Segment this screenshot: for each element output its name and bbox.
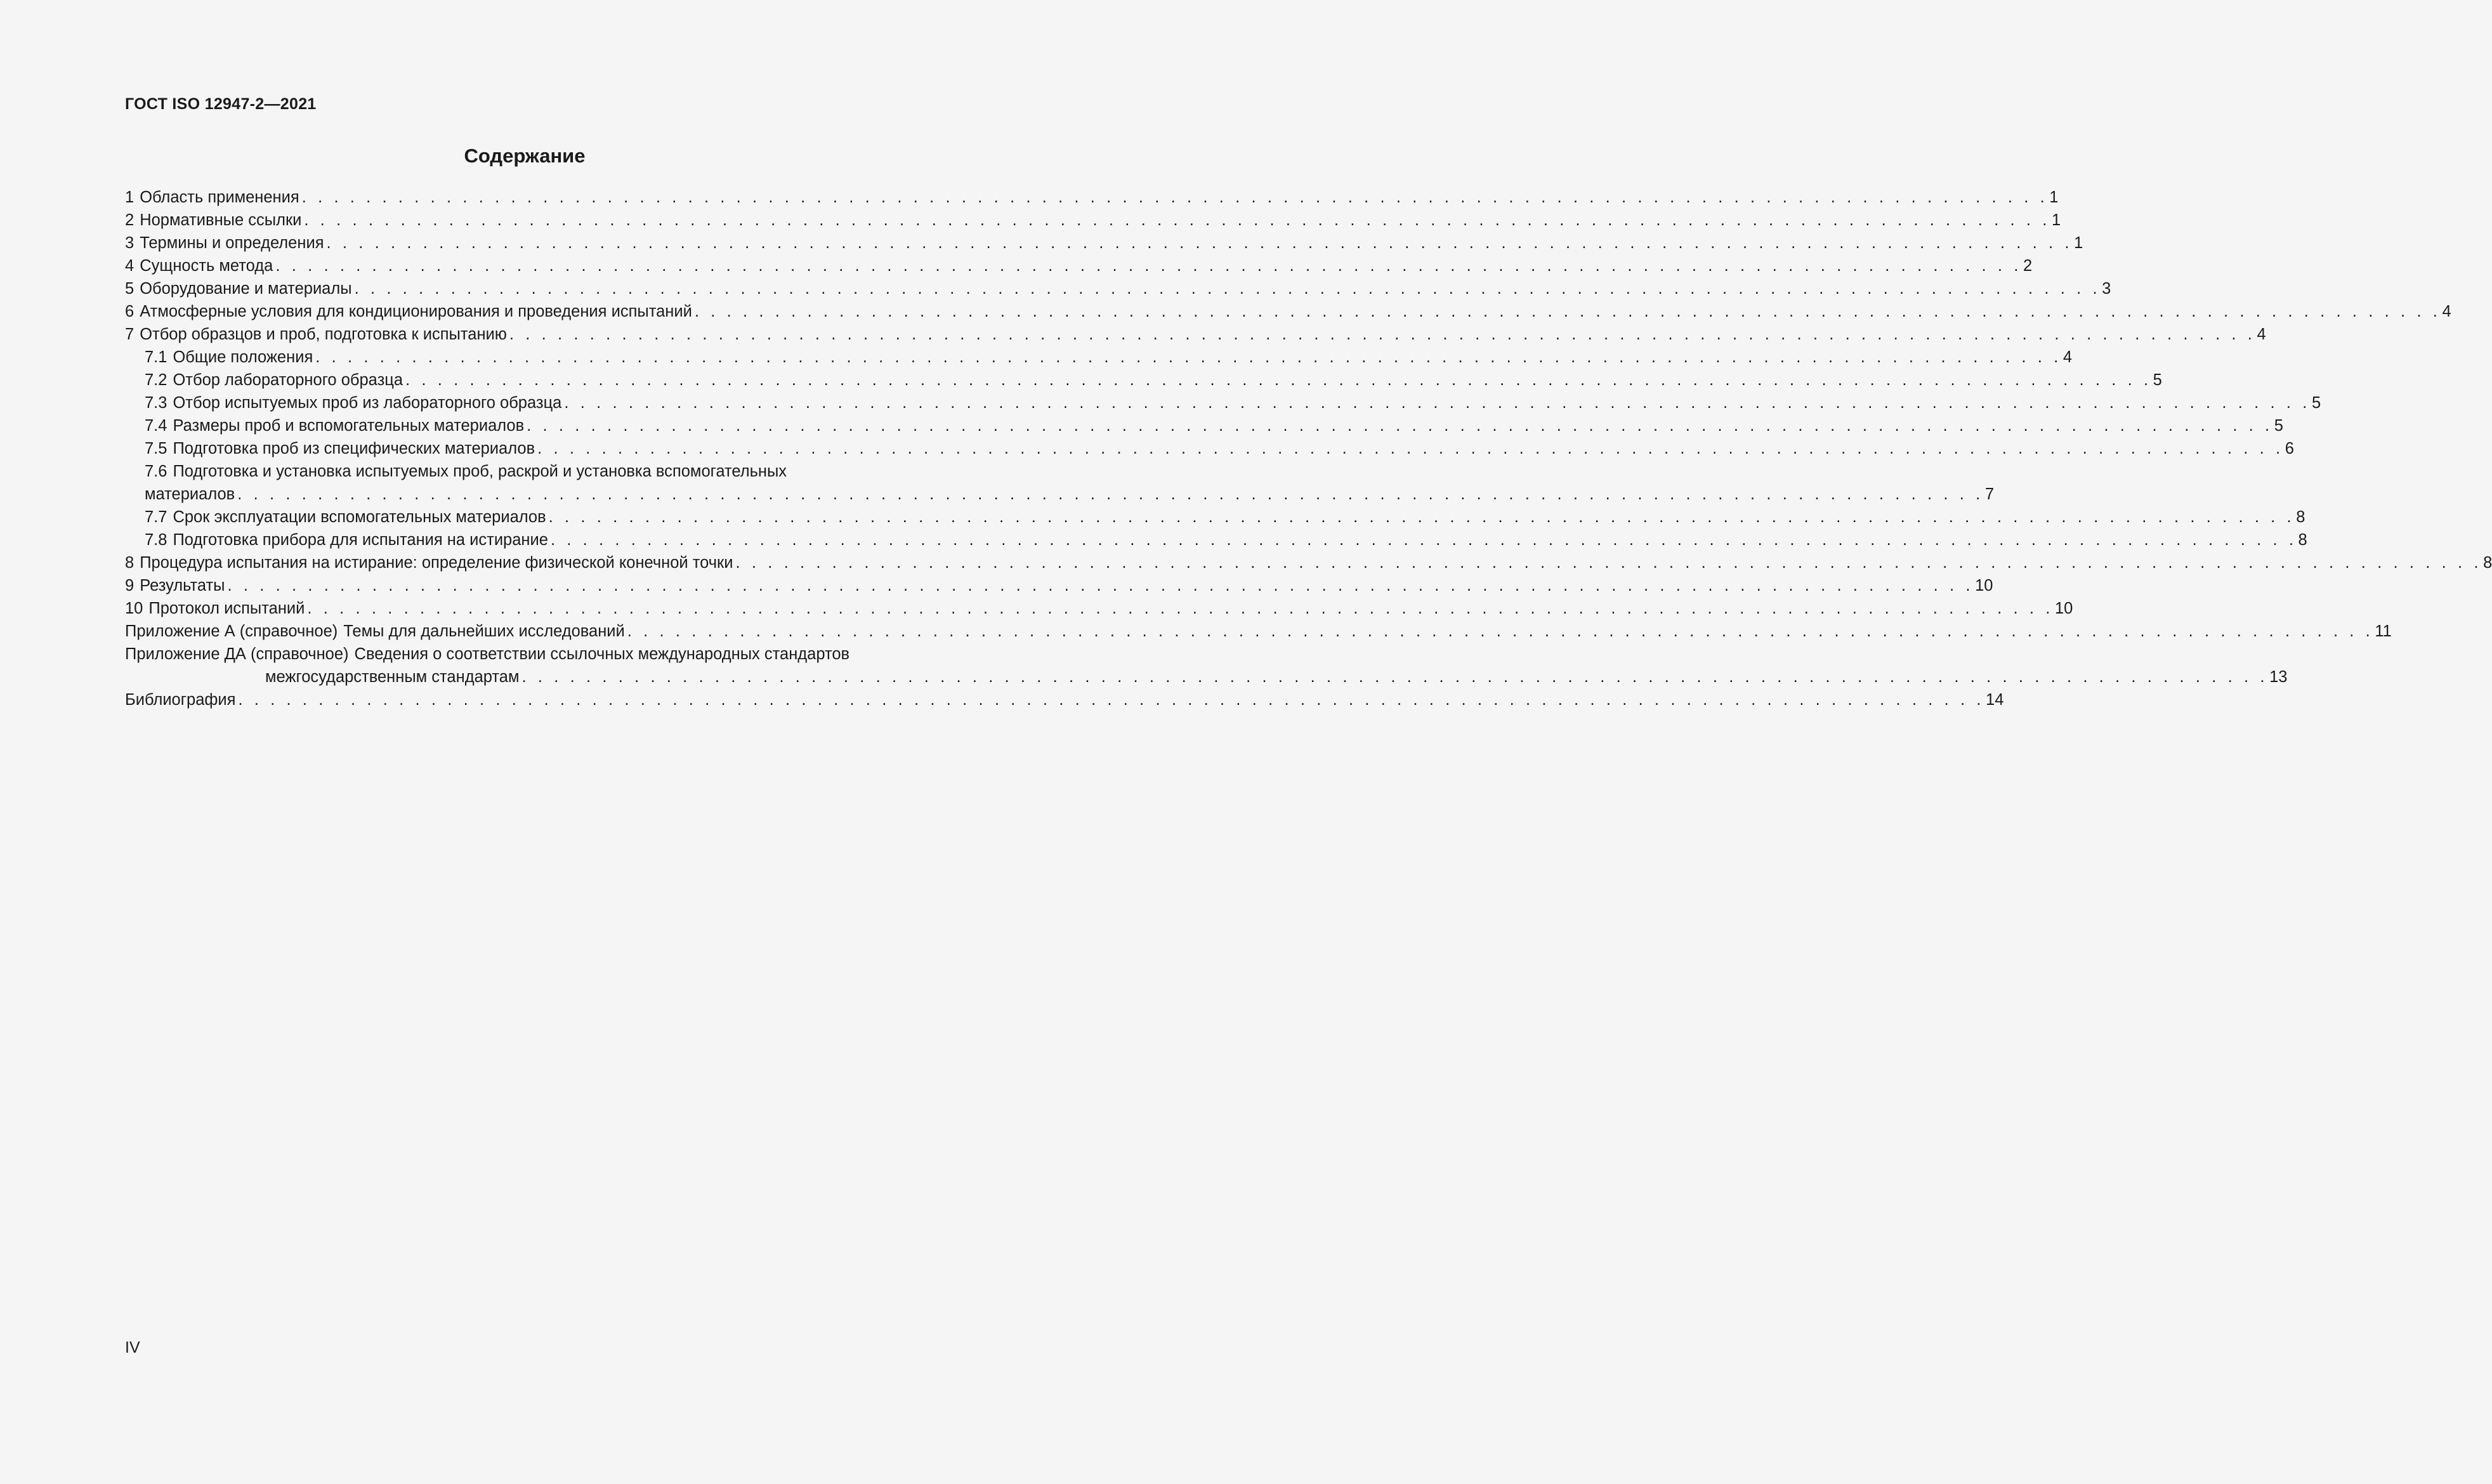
dot-leader: . . . . . . . . . . . . . . . . . . . . . . . . . . . . . . . . . . . . . . . . . . . . . . . . . . . . . . . . . . . . . . . . . . . . . . . . . . . . . . . . . . . . . . . . . . . . . . . . . . . . . . . . . . . . .: [304, 211, 2050, 229]
dot-leader: . . . . . . . . . . . . . . . . . . . . . . . . . . . . . . . . . . . . . . . . . . . . . . . . . . . . . . . . . . . . . . . . . . . . . . . . . . . . . . . . . . . . . . . . . . . . . . . . . . . . . . . . . . . . .: [354, 280, 2101, 298]
toc-entry-1[interactable]: 1 Область применения . . . . . . . . . . . . . . . . . . . . . . . . . . . . . . . . . . . . . . . . . . . . . . . . . . . . . . . . . . . . . . . . . . . . . . . . . . . . . . . . . . . . . . . . . . . . . . . . . . . . . . . . . . . . . 1: [125, 186, 974, 209]
dot-leader: . . . . . . . . . . . . . . . . . . . . . . . . . . . . . . . . . . . . . . . . . . . . . . . . . . . . . . . . . . . . . . . . . . . . . . . . . . . . . . . . . . . . . . . . . . . . . . . . . . . . . . . . . . . . .: [537, 440, 2284, 457]
toc-entry-7-2[interactable]: 7.2 Отбор лабораторного образца . . . . . . . . . . . . . . . . . . . . . . . . . . . . . . . . . . . . . . . . . . . . . . . . . . . . . . . . . . . . . . . . . . . . . . . . . . . . . . . . . . . . . . . . . . . . . . . . . . . . . . . . . . . . . 5: [125, 369, 974, 391]
toc-entry-4[interactable]: 4 Сущность метода . . . . . . . . . . . . . . . . . . . . . . . . . . . . . . . . . . . . . . . . . . . . . . . . . . . . . . . . . . . . . . . . . . . . . . . . . . . . . . . . . . . . . . . . . . . . . . . . . . . . . . . . . . . . . 2: [125, 254, 974, 277]
dot-leader: . . . . . . . . . . . . . . . . . . . . . . . . . . . . . . . . . . . . . . . . . . . . . . . . . . . . . . . . . . . . . . . . . . . . . . . . . . . . . . . . . . . . . . . . . . . . . . . . . . . . . . . . . . . . .: [548, 508, 2295, 526]
toc-entry-7-6[interactable]: 7.6 Подготовка и установка испытуемых проб, раскрой и установка вспомогательных: [145, 463, 787, 480]
table-of-contents: [125, 186, 2492, 711]
toc-entry-2[interactable]: 2 Нормативные ссылки . . . . . . . . . . . . . . . . . . . . . . . . . . . . . . . . . . . . . . . . . . . . . . . . . . . . . . . . . . . . . . . . . . . . . . . . . . . . . . . . . . . . . . . . . . . . . . . . . . . . . . . . . . . . . 1: [125, 209, 974, 232]
dot-leader: . . . . . . . . . . . . . . . . . . . . . . . . . . . . . . . . . . . . . . . . . . . . . . . . . . . . . . . . . . . . . . . . . . . . . . . . . . . . . . . . . . . . . . . . . . . . . . . . . . . . . . . . . . . . .: [550, 531, 2297, 549]
dot-leader: . . . . . . . . . . . . . . . . . . . . . . . . . . . . . . . . . . . . . . . . . . . . . . . . . . . . . . . . . . . . . . . . . . . . . . . . . . . . . . . . . . . . . . . . . . . . . . . . . . . . . . . . . . . . .: [326, 234, 2073, 252]
toc-entry-7-5[interactable]: 7.5 Подготовка проб из специфических материалов . . . . . . . . . . . . . . . . . . . . . . . . . . . . . . . . . . . . . . . . . . . . . . . . . . . . . . . . . . . . . . . . . . . . . . . . . . . . . . . . . . . . . . . . . . . . . . . . . . . . . . . . . . . . . 6: [125, 437, 974, 460]
dot-leader: . . . . . . . . . . . . . . . . . . . . . . . . . . . . . . . . . . . . . . . . . . . . . . . . . . . . . . . . . . . . . . . . . . . . . . . . . . . . . . . . . . . . . . . . . . . . . . . . . . . . . . . . . . . . .: [227, 577, 1974, 594]
dot-leader: . . . . . . . . . . . . . . . . . . . . . . . . . . . . . . . . . . . . . . . . . . . . . . . . . . . . . . . . . . . . . . . . . . . . . . . . . . . . . . . . . . . . . . . . . . . . . . . . . . . . . . . . . . . . .: [301, 188, 2049, 206]
toc-entry-10[interactable]: 10 Протокол испытаний . . . . . . . . . . . . . . . . . . . . . . . . . . . . . . . . . . . . . . . . . . . . . . . . . . . . . . . . . . . . . . . . . . . . . . . . . . . . . . . . . . . . . . . . . . . . . . . . . . . . . . . . . . . . . 10: [125, 597, 974, 620]
dot-leader: . . . . . . . . . . . . . . . . . . . . . . . . . . . . . . . . . . . . . . . . . . . . . . . . . . . . . . . . . . . . . . . . . . . . . . . . . . . . . . . . . . . . . . . . . . . . . . . . . . . . . . . . . . . . .: [627, 622, 2374, 640]
dot-leader: . . . . . . . . . . . . . . . . . . . . . . . . . . . . . . . . . . . . . . . . . . . . . . . . . . . . . . . . . . . . . . . . . . . . . . . . . . . . . . . . . . . . . . . . . . . . . . . . . . . . . . . . . . . . .: [237, 485, 1984, 503]
toc-entry-7-1[interactable]: 7.1 Общие положения . . . . . . . . . . . . . . . . . . . . . . . . . . . . . . . . . . . . . . . . . . . . . . . . . . . . . . . . . . . . . . . . . . . . . . . . . . . . . . . . . . . . . . . . . . . . . . . . . . . . . . . . . . . . . 4: [125, 346, 974, 369]
toc-entry-7-4[interactable]: 7.4 Размеры проб и вспомогательных материалов . . . . . . . . . . . . . . . . . . . . . . . . . . . . . . . . . . . . . . . . . . . . . . . . . . . . . . . . . . . . . . . . . . . . . . . . . . . . . . . . . . . . . . . . . . . . . . . . . . . . . . . . . . . . . 5: [125, 414, 974, 437]
dot-leader: . . . . . . . . . . . . . . . . . . . . . . . . . . . . . . . . . . . . . . . . . . . . . . . . . . . . . . . . . . . . . . . . . . . . . . . . . . . . . . . . . . . . . . . . . . . . . . . . . . . . . . . . . . . . .: [307, 600, 2054, 617]
toc-entry-appendix-da[interactable]: Приложение ДА (справочное) Сведения о соответствии ссылочных международных стандартов: [125, 645, 850, 663]
toc-entry-7-6-cont[interactable]: материалов . . . . . . . . . . . . . . . . . . . . . . . . . . . . . . . . . . . . . . . . . . . . . . . . . . . . . . . . . . . . . . . . . . . . . . . . . . . . . . . . . . . . . . . . . . . . . . . . . . . . . . . . . . . . . 7: [125, 483, 974, 506]
dot-leader: . . . . . . . . . . . . . . . . . . . . . . . . . . . . . . . . . . . . . . . . . . . . . . . . . . . . . . . . . . . . . . . . . . . . . . . . . . . . . . . . . . . . . . . . . . . . . . . . . . . . . . . . . . . . .: [527, 417, 2273, 435]
dot-leader: . . . . . . . . . . . . . . . . . . . . . . . . . . . . . . . . . . . . . . . . . . . . . . . . . . . . . . . . . . . . . . . . . . . . . . . . . . . . . . . . . . . . . . . . . . . . . . . . . . . . . . . . . . . . .: [405, 371, 2152, 389]
toc-entry-8[interactable]: 8 Процедура испытания на истирание: определение физической конечной точки . . . . . . . . . . . . . . . . . . . . . . . . . . . . . . . . . . . . . . . . . . . . . . . . . . . . . . . . . . . . . . . . . . . . . . . . . . . . . . . . . . . . . . . . . . . . . . . . . . . . . . . . . . . . . 8: [125, 551, 974, 574]
toc-entry-7[interactable]: 7 Отбор образцов и проб, подготовка к испытанию . . . . . . . . . . . . . . . . . . . . . . . . . . . . . . . . . . . . . . . . . . . . . . . . . . . . . . . . . . . . . . . . . . . . . . . . . . . . . . . . . . . . . . . . . . . . . . . . . . . . . . . . . . . . . 4: [125, 323, 974, 346]
dot-leader: . . . . . . . . . . . . . . . . . . . . . . . . . . . . . . . . . . . . . . . . . . . . . . . . . . . . . . . . . . . . . . . . . . . . . . . . . . . . . . . . . . . . . . . . . . . . . . . . . . . . . . . . . . . . .: [315, 348, 2062, 366]
dot-leader: . . . . . . . . . . . . . . . . . . . . . . . . . . . . . . . . . . . . . . . . . . . . . . . . . . . . . . . . . . . . . . . . . . . . . . . . . . . . . . . . . . . . . . . . . . . . . . . . . . . . . . . . . . . . .: [564, 394, 2311, 412]
dot-leader: . . . . . . . . . . . . . . . . . . . . . . . . . . . . . . . . . . . . . . . . . . . . . . . . . . . . . . . . . . . . . . . . . . . . . . . . . . . . . . . . . . . . . . . . . . . . . . . . . . . . . . . . . . . . .: [275, 257, 2022, 275]
toc-entry-appendix-da-cont[interactable]: межгосударственным стандартам . . . . . . . . . . . . . . . . . . . . . . . . . . . . . . . . . . . . . . . . . . . . . . . . . . . . . . . . . . . . . . . . . . . . . . . . . . . . . . . . . . . . . . . . . . . . . . . . . . . . . . . . . . . . . 13: [125, 666, 974, 688]
page-number: IV: [125, 1339, 140, 1356]
document-code: ГОСТ ISO 12947-2—2021: [125, 95, 317, 113]
toc-entry-7-3[interactable]: 7.3 Отбор испытуемых проб из лабораторного образца . . . . . . . . . . . . . . . . . . . . . . . . . . . . . . . . . . . . . . . . . . . . . . . . . . . . . . . . . . . . . . . . . . . . . . . . . . . . . . . . . . . . . . . . . . . . . . . . . . . . . . . . . . . . . 5: [125, 391, 974, 414]
toc-entry-appendix-a[interactable]: Приложение А (справочное) Темы для дальнейших исследований . . . . . . . . . . . . . . . . . . . . . . . . . . . . . . . . . . . . . . . . . . . . . . . . . . . . . . . . . . . . . . . . . . . . . . . . . . . . . . . . . . . . . . . . . . . . . . . . . . . . . . . . . . . . . 11: [125, 620, 974, 643]
toc-entry-bibliography[interactable]: Библиография . . . . . . . . . . . . . . . . . . . . . . . . . . . . . . . . . . . . . . . . . . . . . . . . . . . . . . . . . . . . . . . . . . . . . . . . . . . . . . . . . . . . . . . . . . . . . . . . . . . . . . . . . . . . . 14: [125, 688, 974, 711]
dot-leader: . . . . . . . . . . . . . . . . . . . . . . . . . . . . . . . . . . . . . . . . . . . . . . . . . . . . . . . . . . . . . . . . . . . . . . . . . . . . . . . . . . . . . . . . . . . . . . . . . . . . . . . . . . . . .: [238, 691, 1985, 709]
dot-leader: . . . . . . . . . . . . . . . . . . . . . . . . . . . . . . . . . . . . . . . . . . . . . . . . . . . . . . . . . . . . . . . . . . . . . . . . . . . . . . . . . . . . . . . . . . . . . . . . . . . . . . . . . . . . .: [735, 554, 2482, 572]
dot-leader: . . . . . . . . . . . . . . . . . . . . . . . . . . . . . . . . . . . . . . . . . . . . . . . . . . . . . . . . . . . . . . . . . . . . . . . . . . . . . . . . . . . . . . . . . . . . . . . . . . . . . . . . . . . . .: [694, 303, 2441, 320]
toc-entry-9[interactable]: 9 Результаты . . . . . . . . . . . . . . . . . . . . . . . . . . . . . . . . . . . . . . . . . . . . . . . . . . . . . . . . . . . . . . . . . . . . . . . . . . . . . . . . . . . . . . . . . . . . . . . . . . . . . . . . . . . . . 10: [125, 574, 974, 597]
toc-entry-6[interactable]: 6 Атмосферные условия для кондиционирования и проведения испытаний . . . . . . . . . . . . . . . . . . . . . . . . . . . . . . . . . . . . . . . . . . . . . . . . . . . . . . . . . . . . . . . . . . . . . . . . . . . . . . . . . . . . . . . . . . . . . . . . . . . . . . . . . . . . . 4: [125, 300, 974, 323]
toc-entry-5[interactable]: 5 Оборудование и материалы . . . . . . . . . . . . . . . . . . . . . . . . . . . . . . . . . . . . . . . . . . . . . . . . . . . . . . . . . . . . . . . . . . . . . . . . . . . . . . . . . . . . . . . . . . . . . . . . . . . . . . . . . . . . . 3: [125, 277, 974, 300]
toc-entry-3[interactable]: 3 Термины и определения . . . . . . . . . . . . . . . . . . . . . . . . . . . . . . . . . . . . . . . . . . . . . . . . . . . . . . . . . . . . . . . . . . . . . . . . . . . . . . . . . . . . . . . . . . . . . . . . . . . . . . . . . . . . . 1: [125, 232, 974, 254]
dot-leader: . . . . . . . . . . . . . . . . . . . . . . . . . . . . . . . . . . . . . . . . . . . . . . . . . . . . . . . . . . . . . . . . . . . . . . . . . . . . . . . . . . . . . . . . . . . . . . . . . . . . . . . . . . . . .: [509, 325, 2256, 343]
toc-entry-7-8[interactable]: 7.8 Подготовка прибора для испытания на истирание . . . . . . . . . . . . . . . . . . . . . . . . . . . . . . . . . . . . . . . . . . . . . . . . . . . . . . . . . . . . . . . . . . . . . . . . . . . . . . . . . . . . . . . . . . . . . . . . . . . . . . . . . . . . . 8: [125, 529, 974, 551]
dot-leader: . . . . . . . . . . . . . . . . . . . . . . . . . . . . . . . . . . . . . . . . . . . . . . . . . . . . . . . . . . . . . . . . . . . . . . . . . . . . . . . . . . . . . . . . . . . . . . . . . . . . . . . . . . . . .: [521, 668, 2269, 686]
toc-entry-7-7[interactable]: 7.7 Срок эксплуатации вспомогательных материалов . . . . . . . . . . . . . . . . . . . . . . . . . . . . . . . . . . . . . . . . . . . . . . . . . . . . . . . . . . . . . . . . . . . . . . . . . . . . . . . . . . . . . . . . . . . . . . . . . . . . . . . . . . . . . 8: [125, 506, 974, 529]
toc-title: Содержание: [464, 145, 586, 167]
